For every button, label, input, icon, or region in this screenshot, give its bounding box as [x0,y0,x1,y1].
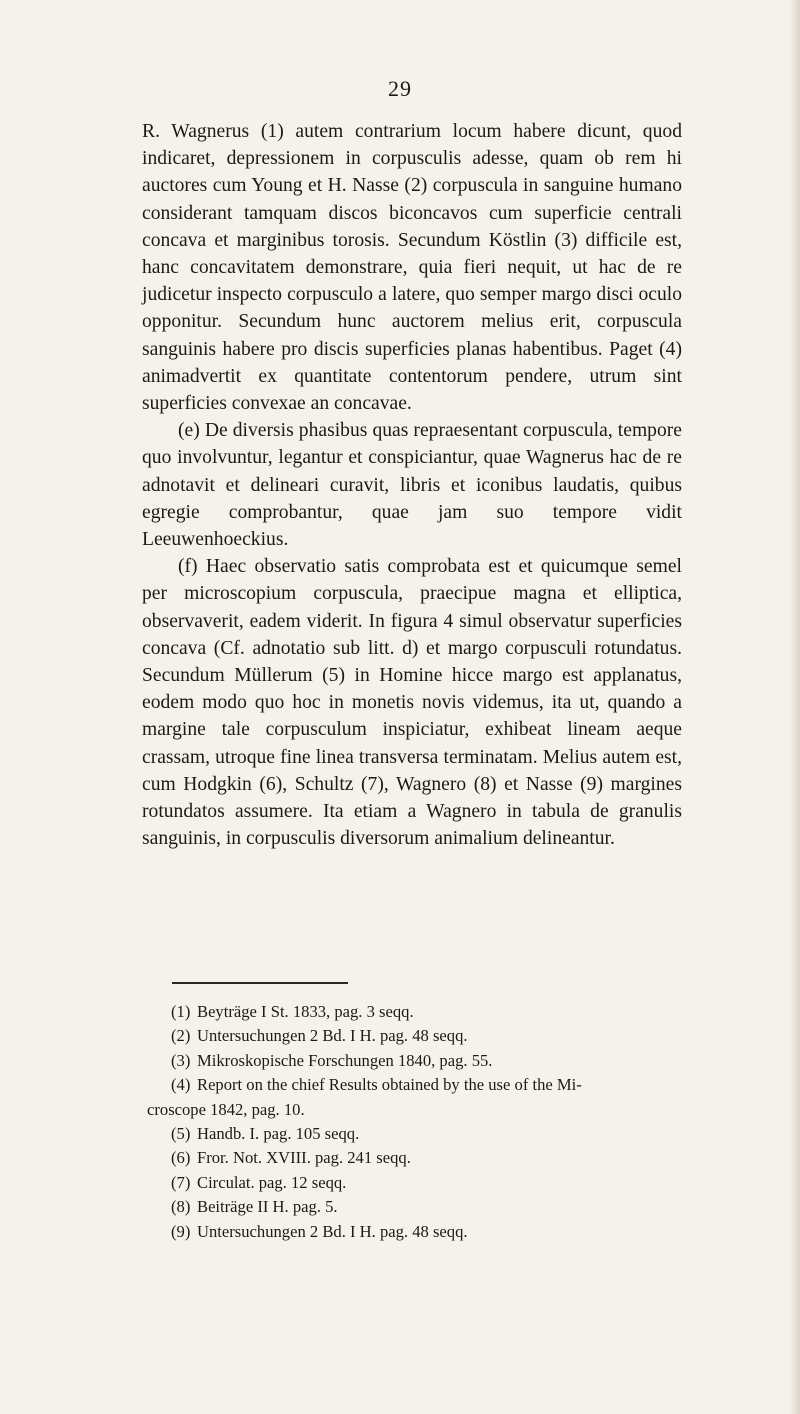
footnote-number: (5) [171,1124,191,1144]
footnote-number: (4) [171,1075,191,1095]
footnote-7 [147,1171,677,1195]
paragraph-1: R. Wagnerus (1) autem contrarium locum habere dicunt, quod indicaret, depressionem in corpusculis adesse, quam ob rem hi auctores cum Young et H. Nasse (2) corpuscula in sanguine humano considerant tamquam discos biconcavos cum superficie centrali concava et marginibus torosis. Secundum Köstlin (3) difficile est, hanc concavitatem demonstrare, quia fieri nequit, ut hac de re judicetur inspecto corpusculo a latere, quo semper margo disci oculo opponitur. Secundum hunc auctorem melius erit, corpuscula sanguinis habere pro discis superficies planas habentibus. Paget (4) animadvertit ex quantitate contentorum pendere, utrum sint superficies convexae an concavae. [142,121,682,415]
footnote-text: Fror. Not. XVIII. pag. 241 seqq. [197,1148,411,1168]
footnote-text: Untersuchungen 2 Bd. I H. pag. 48 seqq. [197,1221,468,1241]
footnote-9 [147,1220,677,1244]
footnote-text: Handb. I. pag. 105 seqq. [197,1124,360,1144]
footnote-number: (2) [171,1026,191,1046]
footnote-8 [147,1195,677,1219]
page-number: 29 [388,76,412,101]
footnote-number: (1) [171,1002,191,1021]
footnote-5 [147,1122,677,1146]
footnote-text: Mikroskopische Forschungen 1840, pag. 55. [197,1050,493,1070]
footnote-1 [147,1000,677,1024]
footnote-2 [147,1024,677,1048]
footnote-3 [147,1049,677,1073]
paragraph-f: (f) Haec observatio satis comprobata est et quicumque semel per microscopium corpuscula, praecipue magna et elliptica, observaverit, eadem viderit. In figura 4 simul observatur superficies concava (Cf. adnotatio sub litt. d) et margo corpusculi rotundatus. Secundum Müllerum (5) in Homine hicce margo est applanatus, eodem modo quo hoc in monetis novis videmus, ita ut, quando a margine tale corpusculum inspiciatur, exhibeat lineam aeque crassam, utroque fine linea transversa terminatam. Melius autem est, cum Hodgkin (6), Schultz (7), Wagnero (8) et Nasse (9) margines rotundatos assumere. Ita etiam a Wagnero in tabula de granulis sanguinis, in corpusculis diversorum animalium delineantur. [142,556,682,850]
page-edge-shadow [790,0,800,1414]
footnote-text: Untersuchungen 2 Bd. I H. pag. 48 seqq. [197,1026,468,1046]
footnote-number: (3) [171,1050,191,1070]
footnote-number: (8) [171,1197,191,1217]
footnote-text: Report on the chief Results obtained by the use of the Mi- [197,1075,582,1095]
footnote-text: Beiträge II H. pag. 5. [197,1197,338,1217]
footnotes [147,1000,677,1244]
footnote-4 [147,1073,677,1097]
footnote-6 [147,1146,677,1170]
footnote-4-continued: croscope 1842, pag. 10. [147,1099,305,1119]
footnote-number: (6) [171,1148,191,1168]
footnote-text: Beyträge I St. 1833, pag. 3 seqq. [197,1002,414,1021]
footnote-text: Circulat. pag. 12 seqq. [197,1172,347,1192]
main-text [142,118,682,852]
paragraph-e: (e) De diversis phasibus quas repraesentant corpuscula, tempore quo involvuntur, legantur et conspiciantur, quae Wagnerus hac de re adnotavit et delineari curavit, libris et iconibus laudatis, quibus egregie comprobantur, quae jam suo tempore vidit Leeuwenhoeckius. [142,420,682,551]
footnote-number: (7) [171,1172,191,1192]
footnote-divider [172,982,348,984]
footnote-number: (9) [171,1221,191,1241]
